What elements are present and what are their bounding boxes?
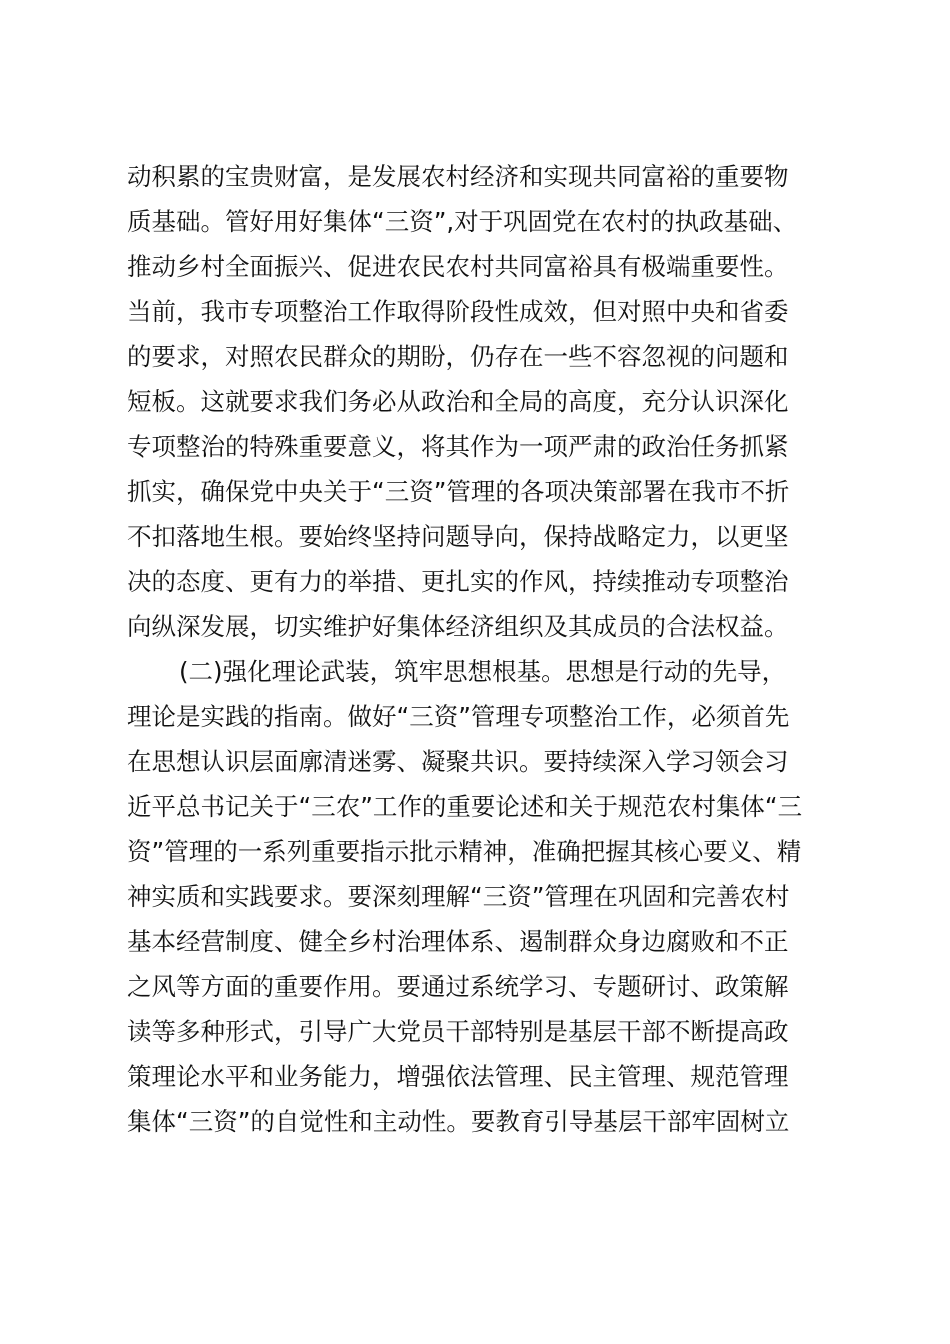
- text-line: 理论是实践的指南。做好“三资”管理专项整治工作，必须首先: [127, 702, 790, 731]
- text-line: 质基础。管好用好集体“三资”,对于巩固党在农村的执政基础、: [127, 207, 798, 236]
- text-line: 抓实，确保党中央关于“三资”管理的各项决策部署在我市不折: [127, 477, 790, 506]
- text-line: 动积累的宝贵财富，是发展农村经济和实现共同富裕的重要物: [127, 162, 789, 191]
- body-text: [127, 154, 827, 1144]
- text-line: 决的态度、更有力的举措、更扎实的作风，持续推动专项整治: [127, 567, 789, 596]
- text-line: 近平总书记关于“三农”工作的重要论述和关于规范农村集体“三: [127, 792, 803, 821]
- text-line: 短板。这就要求我们务必从政治和全局的高度，充分认识深化: [127, 387, 789, 416]
- text-line: 读等多种形式，引导广大党员干部特别是基层干部不断提高政: [127, 1017, 789, 1046]
- section-heading-line: (二)强化理论武装，筑牢思想根基。思想是行动的先导，: [179, 657, 787, 686]
- text-line: 集体“三资”的自觉性和主动性。要教育引导基层干部牢固树立: [127, 1107, 790, 1136]
- text-line: 基本经营制度、健全乡村治理体系、遏制群众身边腐败和不正: [127, 927, 789, 956]
- text-line: 当前，我市专项整治工作取得阶段性成效，但对照中央和省委: [127, 297, 789, 326]
- text-line: 策理论水平和业务能力，增强依法管理、民主管理、规范管理: [127, 1062, 789, 1091]
- text-line: 的要求，对照农民群众的期盼，仍存在一些不容忽视的问题和: [127, 342, 789, 371]
- text-line: 在思想认识层面廓清迷雾、凝聚共识。要持续深入学习领会习: [127, 747, 789, 776]
- text-line: 神实质和实践要求。要深刻理解“三资”管理在巩固和完善农村: [127, 882, 790, 911]
- text-line: 向纵深发展，切实维护好集体经济组织及其成员的合法权益。: [127, 612, 789, 641]
- text-line: 之风等方面的重要作用。要通过系统学习、专题研讨、政策解: [127, 972, 789, 1001]
- text-line: 专项整治的特殊重要意义，将其作为一项严肃的政治任务抓紧: [127, 432, 789, 461]
- text-line: 资”管理的一系列重要指示批示精神，准确把握其核心要义、精: [127, 837, 802, 866]
- text-line: 不扣落地生根。要始终坚持问题导向，保持战略定力，以更坚: [127, 522, 789, 551]
- text-line: 推动乡村全面振兴、促进农民农村共同富裕具有极端重要性。: [127, 252, 789, 281]
